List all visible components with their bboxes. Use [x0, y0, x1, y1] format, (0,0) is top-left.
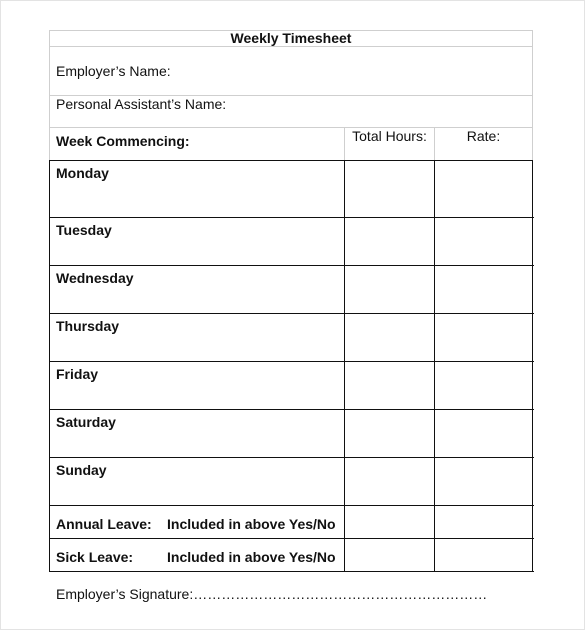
hours-input-cell[interactable]: [344, 266, 434, 313]
day-label: Thursday: [56, 318, 120, 334]
employer-name-label: Employer’s Name:: [56, 63, 171, 79]
rate-header: [434, 128, 532, 160]
week-commencing-label: Week Commencing:: [56, 133, 190, 149]
annual-leave-label: Annual Leave:: [56, 516, 152, 532]
hours-input-cell[interactable]: [344, 458, 434, 505]
leave-cell: [50, 506, 344, 538]
day-row-friday: [50, 362, 534, 410]
rate-label: Rate:: [466, 128, 501, 144]
day-cell: [50, 410, 344, 457]
hours-input-cell[interactable]: [344, 161, 434, 217]
sick-leave-row: [50, 539, 534, 572]
day-cell: [50, 218, 344, 265]
rate-input-cell[interactable]: [434, 506, 532, 538]
timesheet-title: Weekly Timesheet: [49, 30, 533, 47]
day-row-sunday: [50, 458, 534, 506]
timesheet-form: [49, 30, 533, 572]
rate-input-cell[interactable]: [434, 314, 532, 361]
sick-leave-label: Sick Leave:: [56, 549, 134, 565]
employer-signature-line[interactable]: Employer’s Signature:………………………………………………………: [56, 586, 488, 602]
annual-leave-note: Included in above Yes/No: [167, 516, 336, 532]
week-commencing-cell[interactable]: [50, 128, 344, 160]
total-hours-header: [344, 128, 434, 160]
day-row-tuesday: [50, 218, 534, 266]
personal-assistant-name-field[interactable]: [49, 96, 533, 128]
personal-assistant-name-label: Personal Assistant’s Name:: [56, 96, 227, 112]
rate-input-cell[interactable]: [434, 161, 532, 217]
hours-input-cell[interactable]: [344, 410, 434, 457]
day-label: Wednesday: [56, 270, 134, 286]
day-cell: [50, 314, 344, 361]
day-label: Tuesday: [56, 222, 112, 238]
rate-input-cell[interactable]: [434, 362, 532, 409]
day-row-thursday: [50, 314, 534, 362]
day-row-monday: [50, 161, 534, 218]
day-label: Friday: [56, 366, 99, 382]
hours-input-cell[interactable]: [344, 506, 434, 538]
employer-name-field[interactable]: [49, 47, 533, 96]
hours-input-cell[interactable]: [344, 362, 434, 409]
day-row-wednesday: [50, 266, 534, 314]
day-cell: [50, 161, 344, 217]
rate-input-cell[interactable]: [434, 539, 532, 571]
day-label: Sunday: [56, 462, 107, 478]
leave-cell: [50, 539, 344, 571]
day-label: Saturday: [56, 414, 116, 430]
rate-input-cell[interactable]: [434, 266, 532, 313]
annual-leave-row: [50, 506, 534, 539]
hours-input-cell[interactable]: [344, 539, 434, 571]
total-hours-label: Total Hours:: [352, 128, 427, 144]
sick-leave-note: Included in above Yes/No: [167, 549, 336, 565]
rate-input-cell[interactable]: [434, 410, 532, 457]
hours-input-cell[interactable]: [344, 218, 434, 265]
rate-input-cell[interactable]: [434, 218, 532, 265]
day-cell: [50, 458, 344, 505]
rate-input-cell[interactable]: [434, 458, 532, 505]
column-header-row: [49, 128, 533, 160]
timesheet-grid: [49, 160, 533, 572]
day-cell: [50, 266, 344, 313]
hours-input-cell[interactable]: [344, 314, 434, 361]
day-cell: [50, 362, 344, 409]
day-label: Monday: [56, 165, 109, 181]
day-row-saturday: [50, 410, 534, 458]
